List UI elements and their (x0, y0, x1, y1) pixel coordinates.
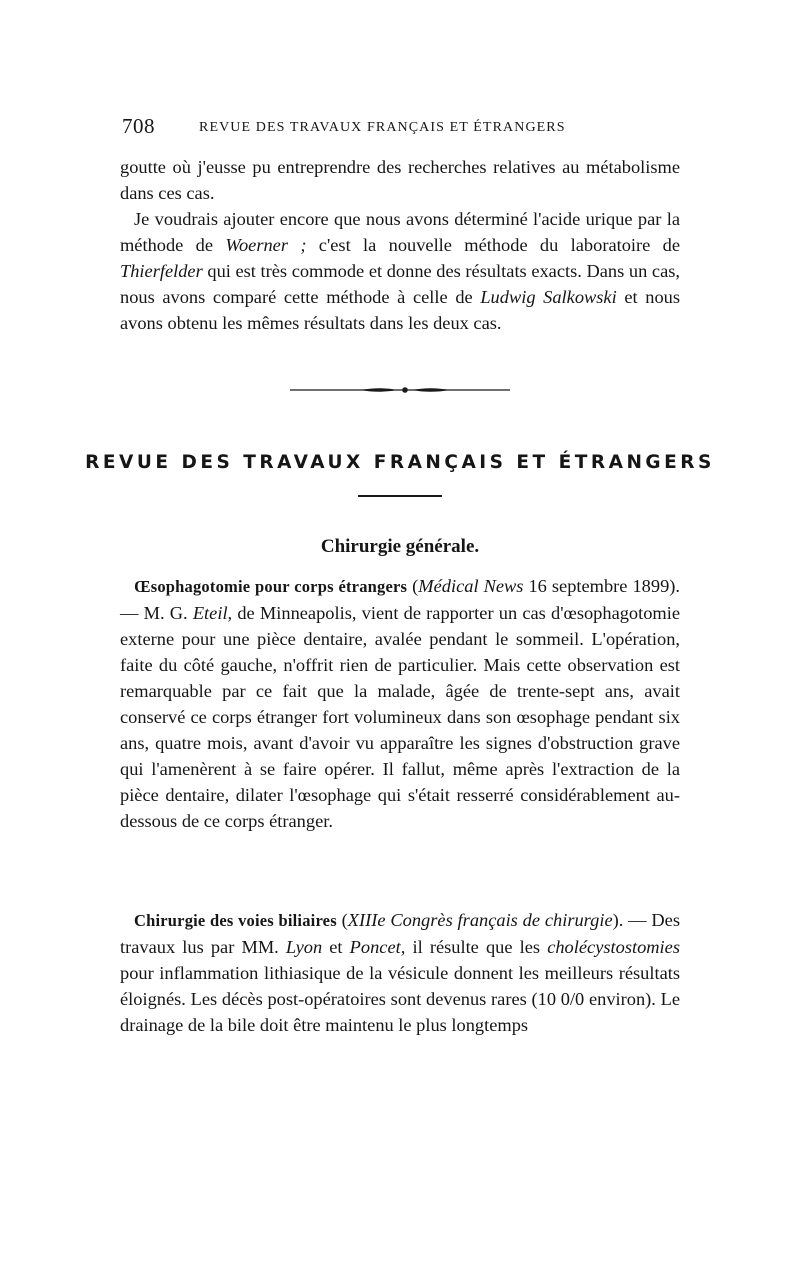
heading-rule (358, 495, 442, 497)
page-header (122, 114, 682, 144)
article-2-body: pour inflammation lithiasique de la vésicule donnent les meilleurs résultats éloignés. Les décès post-opératoires sont devenus rares (10 0/0 environ). Le drainage de la bile doit être maintenu le plus longtemps (120, 963, 680, 1035)
page-number: 708 (122, 114, 155, 138)
intro-paragraph-1: goutte où j'eusse pu entreprendre des recherches relatives au métabolisme dans ces cas. (120, 157, 680, 203)
article-voies-biliaires: Chirurgie des voies biliaires (XIIIe Congrès français de chirurgie). — Des travaux lus par MM. Lyon et Poncet, il résulte que les cholécystostomies pour inflammation lithiasique de la vésicule donnent les meilleurs résultats éloignés. Les décès post-opératoires sont devenus rares (10 0/0 environ). Le drainage de la bile doit être maintenu le plus longtemps (120, 910, 680, 1035)
author-poncet: Poncet, (349, 937, 406, 957)
author-woerner: Woerner ; (225, 235, 307, 255)
intro-text (120, 154, 680, 336)
author-lyon: Lyon (285, 937, 323, 957)
intro-paragraph-2: Je voudrais ajouter encore que nous avons déterminé l'acide urique par la méthode de Woerner ; c'est la nouvelle méthode du laboratoire de Thierfelder qui est très commode et donne des résultats exacts. Dans un cas, nous avons comparé cette méthode à celle de Ludwig Salkowski et nous avons obtenu les mêmes résultats dans les deux cas. (120, 209, 681, 333)
ornamental-rule (290, 385, 510, 395)
running-head: REVUE DES TRAVAUX FRANÇAIS ET ÉTRANGERS (199, 120, 566, 135)
subsection-heading: Chirurgie générale. (320, 536, 480, 557)
term-cholecystostomies: cholécystostomies (547, 937, 680, 957)
article-1-rubric: Œsophagotomie pour corps étrangers (134, 577, 408, 596)
article-1-body: de Minneapolis, vient de rapporter un cas d'œsophagotomie externe pour une pièce dentaire, avalée pendant le sommeil. L'opération, faite du côté gauche, n'offrit rien de particulier. Mais cette observation est remarquable par ce fait que la malade, âgée de trente-sept ans, avait conservé ce corps étranger fort volumineux dans son œsophage pendant six ans, quatre mois, avant d'avoir vu apparaître les signes d'obstruction grave qui l'amenèrent à se faire opérer. Il fallut, même après l'extraction de la pièce dentaire, dilater l'œsophage qui s'était resserré considérablement au-dessous de ce corps étranger. (120, 603, 681, 831)
article-1-author: Eteil, (192, 603, 233, 623)
author-salkowski: Ludwig Salkowski (480, 287, 617, 307)
author-thierfelder: Thierfelder (120, 261, 203, 281)
article-2-source: XIIIe Congrès français de chirurgie (347, 910, 613, 930)
article-2-rubric: Chirurgie des voies biliaires (134, 911, 337, 930)
article-oesophagotomie: Œsophagotomie pour corps étrangers (Médical News 16 septembre 1899). — M. G. Eteil, de Minneapolis, vient de rapporter un cas d'œsophagotomie externe pour une pièce dentaire, avalée pendant le sommeil. L'opération, faite du côté gauche, n'offrit rien de particulier. Mais cette observation est remarquable par ce fait que la malade, âgée de trente-sept ans, avait conservé ce corps étranger fort volumineux dans son œsophage pendant six ans, quatre mois, avant d'avoir vu apparaître les signes d'obstruction grave qui l'amenèrent à se faire opérer. Il fallut, même après l'extraction de la pièce dentaire, dilater l'œsophage qui s'était resserré considérablement au-dessous de ce corps étranger. (120, 576, 681, 831)
article-1-source: Médical News (418, 576, 524, 596)
section-heading: REVUE DES TRAVAUX FRANÇAIS ET ÉTRANGERS (85, 452, 715, 473)
